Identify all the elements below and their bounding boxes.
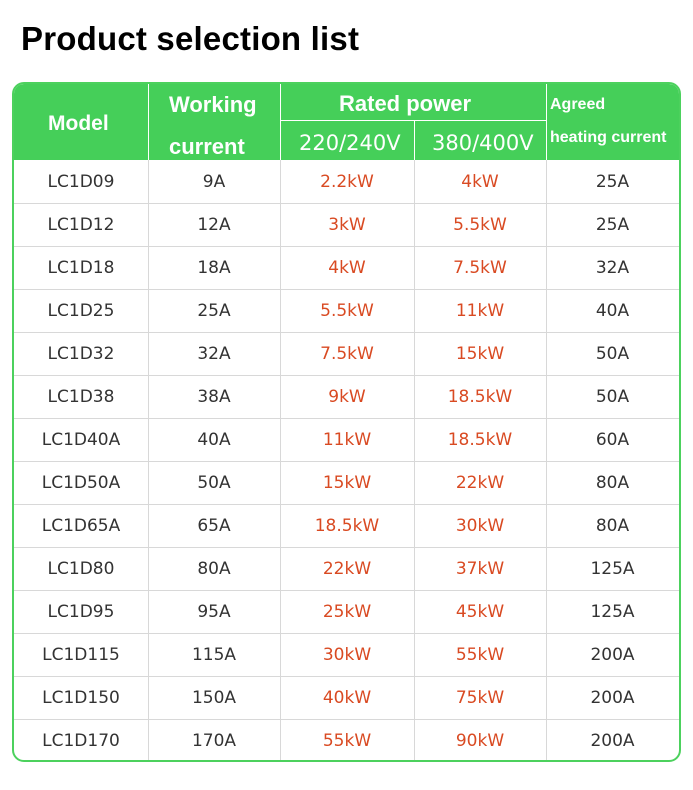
working-current-cell: 12A [197,214,231,235]
product-selection-table [12,82,681,762]
power-220v-cell: 15kW [322,472,372,493]
working-current-cell: 150A [191,687,237,708]
power-380v-cell: 22kW [455,472,505,493]
working-current-cell: 65A [197,515,231,536]
power-220v-cell: 18.5kW [314,515,380,536]
working-current-cell: 25A [197,300,231,321]
heating-current-cell: 25A [595,214,630,235]
row-divider [14,418,679,419]
power-220v-cell: 25kW [322,601,372,622]
power-380v-cell: 7.5kW [453,257,507,278]
row-divider [14,719,679,720]
column-divider [414,160,415,762]
power-220v-cell: 7.5kW [320,343,374,364]
working-current-cell: 32A [197,343,231,364]
page-title: Product selection list [21,20,360,57]
working-current-cell: 115A [191,644,237,665]
model-cell: LC1D115 [42,644,120,665]
heating-current-cell: 50A [595,386,630,407]
power-380v-cell: 18.5kW [447,386,513,407]
power-380v-cell: 75kW [455,687,505,708]
model-cell: LC1D32 [47,343,115,364]
power-220v-cell: 55kW [322,730,372,751]
header-divider [280,84,281,160]
power-380v-cell: 37kW [455,558,505,579]
header-divider [414,121,415,160]
working-current-cell: 40A [197,429,231,450]
heating-current-cell: 32A [595,257,630,278]
heating-current-cell: 25A [595,171,630,192]
heating-current-cell: 80A [595,515,630,536]
working-current-cell: 50A [197,472,231,493]
model-cell: LC1D40A [41,429,121,450]
power-220v-cell: 11kW [322,429,372,450]
model-cell: LC1D150 [42,687,120,708]
row-divider [14,633,679,634]
header-agreed-line2: heating current [550,129,667,146]
row-divider [14,203,679,204]
heating-current-cell: 40A [595,300,630,321]
column-divider [546,160,547,762]
power-380v-cell: 4kW [461,171,499,192]
working-current-cell: 95A [197,601,231,622]
header-rated-power: Rated power [339,91,472,116]
power-380v-cell: 18.5kW [447,429,513,450]
heating-current-cell: 125A [590,601,635,622]
header-380-400v: 380/400V [432,131,534,155]
row-divider [14,461,679,462]
model-cell: LC1D170 [42,730,120,751]
power-380v-cell: 5.5kW [453,214,507,235]
model-cell: LC1D65A [41,515,121,536]
power-380v-cell: 30kW [455,515,505,536]
power-380v-cell: 90kW [455,730,505,751]
row-divider [14,375,679,376]
row-divider [14,676,679,677]
working-current-cell: 80A [197,558,231,579]
power-220v-cell: 2.2kW [320,171,374,192]
header-working-line1: Working [169,92,257,117]
header-model: Model [48,112,109,135]
working-current-cell: 9A [202,171,226,192]
power-380v-cell: 55kW [455,644,505,665]
header-working-line2: current [169,134,245,159]
row-divider [14,289,679,290]
power-380v-cell: 15kW [455,343,505,364]
model-cell: LC1D12 [47,214,115,235]
heating-current-cell: 60A [595,429,630,450]
column-divider [148,160,149,762]
working-current-cell: 18A [197,257,231,278]
header-divider [280,120,546,121]
model-cell: LC1D09 [47,171,115,192]
table-header [14,84,679,160]
row-divider [14,332,679,333]
power-220v-cell: 3kW [328,214,366,235]
row-divider [14,590,679,591]
header-220-240v: 220/240V [299,131,401,155]
heating-current-cell: 200A [590,644,635,665]
model-cell: LC1D80 [47,558,115,579]
row-divider [14,547,679,548]
working-current-cell: 38A [197,386,231,407]
power-220v-cell: 5.5kW [320,300,374,321]
heating-current-cell: 50A [595,343,630,364]
power-380v-cell: 11kW [455,300,505,321]
model-cell: LC1D38 [47,386,115,407]
header-divider [148,84,149,160]
model-cell: LC1D25 [47,300,115,321]
row-divider [14,246,679,247]
model-cell: LC1D50A [41,472,121,493]
column-divider [280,160,281,762]
heating-current-cell: 200A [590,730,635,751]
heating-current-cell: 80A [595,472,630,493]
heating-current-cell: 200A [590,687,635,708]
heating-current-cell: 125A [590,558,635,579]
row-divider [14,504,679,505]
power-220v-cell: 4kW [328,257,366,278]
power-380v-cell: 45kW [455,601,505,622]
model-cell: LC1D95 [47,601,115,622]
power-220v-cell: 40kW [322,687,372,708]
model-cell: LC1D18 [47,257,115,278]
header-agreed-line1: Agreed [550,96,606,113]
header-divider [546,84,547,160]
power-220v-cell: 30kW [322,644,372,665]
working-current-cell: 170A [191,730,237,751]
power-220v-cell: 9kW [328,386,366,407]
power-220v-cell: 22kW [322,558,372,579]
